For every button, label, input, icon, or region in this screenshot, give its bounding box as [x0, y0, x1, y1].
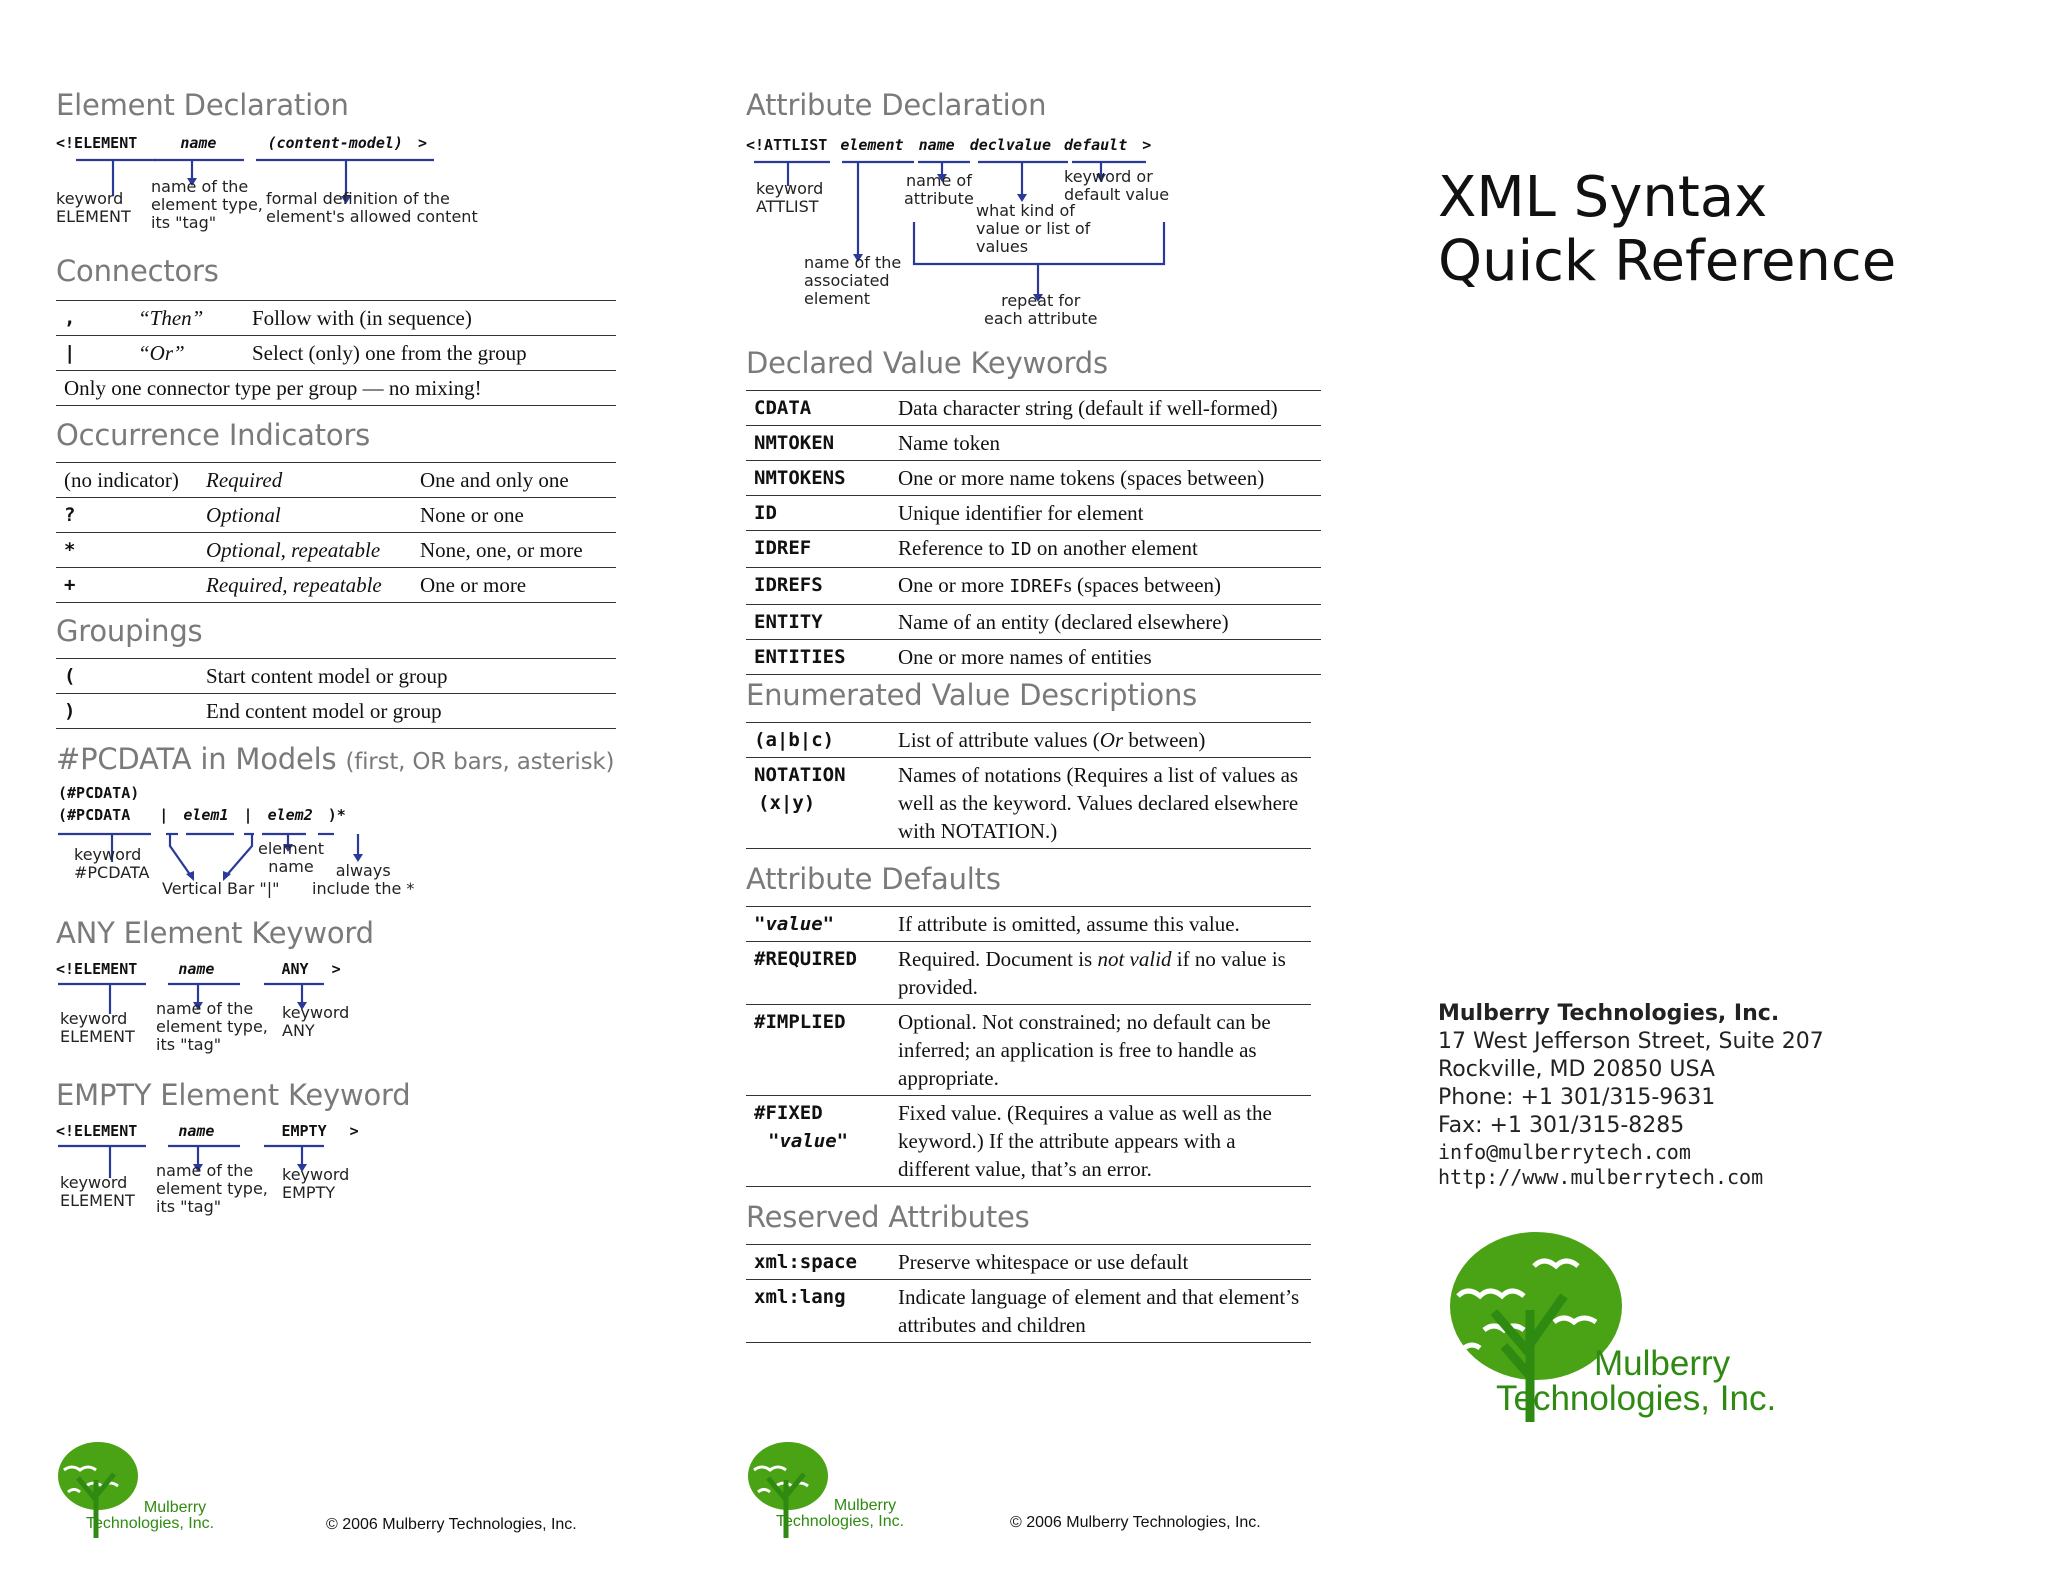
- empty-syntax: <!ELEMENT name EMPTY >: [56, 1122, 359, 1140]
- table-row: NOTATION (x|y) Names of notations (Requires a list of values as well as the keyword. Values declared elsewhere with NOTATION.): [746, 758, 1311, 849]
- element-keyword: <!ELEMENT: [56, 134, 138, 152]
- any-syntax: <!ELEMENT name ANY >: [56, 960, 341, 978]
- table-row: ? Optional None or one: [56, 498, 616, 533]
- content-model-token: (content-model): [267, 134, 403, 152]
- table-row: ENTITIES One or more names of entities: [746, 640, 1321, 675]
- table-row: NMTOKEN Name token: [746, 426, 1321, 461]
- table-row: ( Start content model or group: [56, 659, 616, 694]
- street-address: 17 West Jefferson Street, Suite 207: [1438, 1029, 1824, 1054]
- fax: Fax: +1 301/315-8285: [1438, 1113, 1685, 1138]
- note-keyword-pcdata: keyword #PCDATA: [74, 845, 150, 882]
- close-bracket: >: [417, 134, 427, 152]
- note-attribute-name: name of attribute: [904, 171, 974, 208]
- note-keyword-empty: keyword EMPTY: [282, 1165, 350, 1202]
- declared-value-table: [746, 390, 1321, 675]
- company-name: Mulberry Technologies, Inc.: [1438, 1001, 1780, 1026]
- declared-value-heading: Declared Value Keywords: [746, 346, 1108, 380]
- table-row: CDATA Data character string (default if well-formed): [746, 391, 1321, 426]
- table-row: NMTOKENS One or more name tokens (spaces between): [746, 461, 1321, 496]
- note-associated-element: name of the associated element: [804, 253, 902, 308]
- table-row: | “Or” Select (only) one from the group: [56, 336, 616, 371]
- note-content-model: formal definition of the element's allowed content: [266, 189, 478, 226]
- copyright: © 2006 Mulberry Technologies, Inc.: [1010, 1514, 1261, 1531]
- table-row: "value" If attribute is omitted, assume this value.: [746, 907, 1311, 942]
- note-keyword-element: keyword ELEMENT: [60, 1009, 135, 1046]
- table-row: xml:lang Indicate language of element and that element’s attributes and children: [746, 1280, 1311, 1343]
- table-row: Only one connector type per group — no mixing!: [56, 371, 616, 406]
- reserved-table: [746, 1244, 1311, 1343]
- occurrence-heading: Occurrence Indicators: [56, 418, 371, 452]
- enumerated-table: [746, 722, 1311, 849]
- groupings-heading: Groupings: [56, 614, 203, 648]
- empty-heading: EMPTY Element Keyword: [56, 1078, 411, 1112]
- table-row: + Required, repeatable One or more: [56, 568, 616, 603]
- note-keyword-element: keyword ELEMENT: [56, 189, 131, 226]
- element-name-token: name: [180, 134, 217, 152]
- table-row: #IMPLIED Optional. Not constrained; no default can be inferred; an application is free to handle as appropriate.: [746, 1005, 1311, 1096]
- empty-arrows: [56, 0, 616, 1300]
- pcdata-line1: (#PCDATA): [58, 784, 140, 802]
- connectors-heading: Connectors: [56, 254, 219, 288]
- note-element-name: name of the element type, its "tag": [156, 1161, 268, 1216]
- note-element-name: element name: [258, 839, 324, 876]
- logo-wordmark-small: Mulberry Technologies, Inc.: [86, 1499, 215, 1532]
- attlist-syntax: <!ATTLIST element name declvalue default >: [746, 136, 1152, 154]
- note-element-name: name of the element type, its "tag": [156, 999, 268, 1054]
- table-row: xml:space Preserve whitespace or use default: [746, 1245, 1311, 1280]
- pcdata-heading: #PCDATA in Models (first, OR bars, asterisk): [56, 742, 615, 776]
- table-row: IDREF Reference to ID on another element: [746, 531, 1321, 568]
- table-row: #REQUIRED Required. Document is not valid if no value is provided.: [746, 942, 1311, 1005]
- note-declvalue: what kind of value or list of values: [976, 201, 1091, 256]
- table-row: ID Unique identifier for element: [746, 496, 1321, 531]
- table-row: , “Then” Follow with (in sequence): [56, 301, 616, 336]
- email-link[interactable]: info@mulberrytech.com: [1438, 1140, 1691, 1164]
- note-default: keyword or default value: [1064, 167, 1170, 204]
- table-row: (no indicator) Required One and only one: [56, 463, 616, 498]
- note-vertical-bar: Vertical Bar "|": [162, 879, 280, 898]
- phone: Phone: +1 301/315-9631: [1438, 1085, 1716, 1110]
- attribute-declaration-heading: Attribute Declaration: [746, 88, 1047, 122]
- page-title: XML Syntax Quick Reference: [1438, 165, 1897, 294]
- table-row: * Optional, repeatable None, one, or more: [56, 533, 616, 568]
- website-link[interactable]: http://www.mulberrytech.com: [1438, 1165, 1764, 1189]
- table-row: (a|b|c) List of attribute values (Or between): [746, 723, 1311, 758]
- copyright: © 2006 Mulberry Technologies, Inc.: [326, 1516, 577, 1533]
- note-repeat: repeat for each attribute: [984, 291, 1098, 328]
- reserved-heading: Reserved Attributes: [746, 1200, 1030, 1234]
- note-keyword-element: keyword ELEMENT: [60, 1173, 135, 1210]
- table-row: #FIXED "value" Fixed value. (Requires a value as well as the keyword.) If the attribute appears with a different value, that’s an error.: [746, 1096, 1311, 1187]
- any-heading: ANY Element Keyword: [56, 916, 374, 950]
- note-element-name: name of the element type, its "tag": [151, 177, 263, 232]
- logo-wordmark-small: Mulberry Technologies, Inc.: [776, 1497, 905, 1530]
- element-declaration-heading: Element Declaration: [56, 88, 349, 122]
- attribute-defaults-table: [746, 906, 1311, 1187]
- city-address: Rockville, MD 20850 USA: [1438, 1057, 1715, 1082]
- contact-block: [1438, 1000, 1824, 1190]
- attribute-defaults-heading: Attribute Defaults: [746, 862, 1001, 896]
- note-keyword-attlist: keyword ATTLIST: [756, 179, 824, 216]
- note-keyword-any: keyword ANY: [282, 1003, 350, 1040]
- note-always-asterisk: always include the *: [312, 861, 415, 898]
- enumerated-heading: Enumerated Value Descriptions: [746, 678, 1198, 712]
- logo-wordmark: Mulberry Technologies, Inc.: [1496, 1344, 1777, 1418]
- table-row: IDREFS One or more IDREFs (spaces between): [746, 568, 1321, 605]
- table-row: ENTITY Name of an entity (declared elsewhere): [746, 605, 1321, 640]
- table-row: ) End content model or group: [56, 694, 616, 729]
- pcdata-line2: (#PCDATA | elem1 | elem2 )*: [58, 806, 346, 824]
